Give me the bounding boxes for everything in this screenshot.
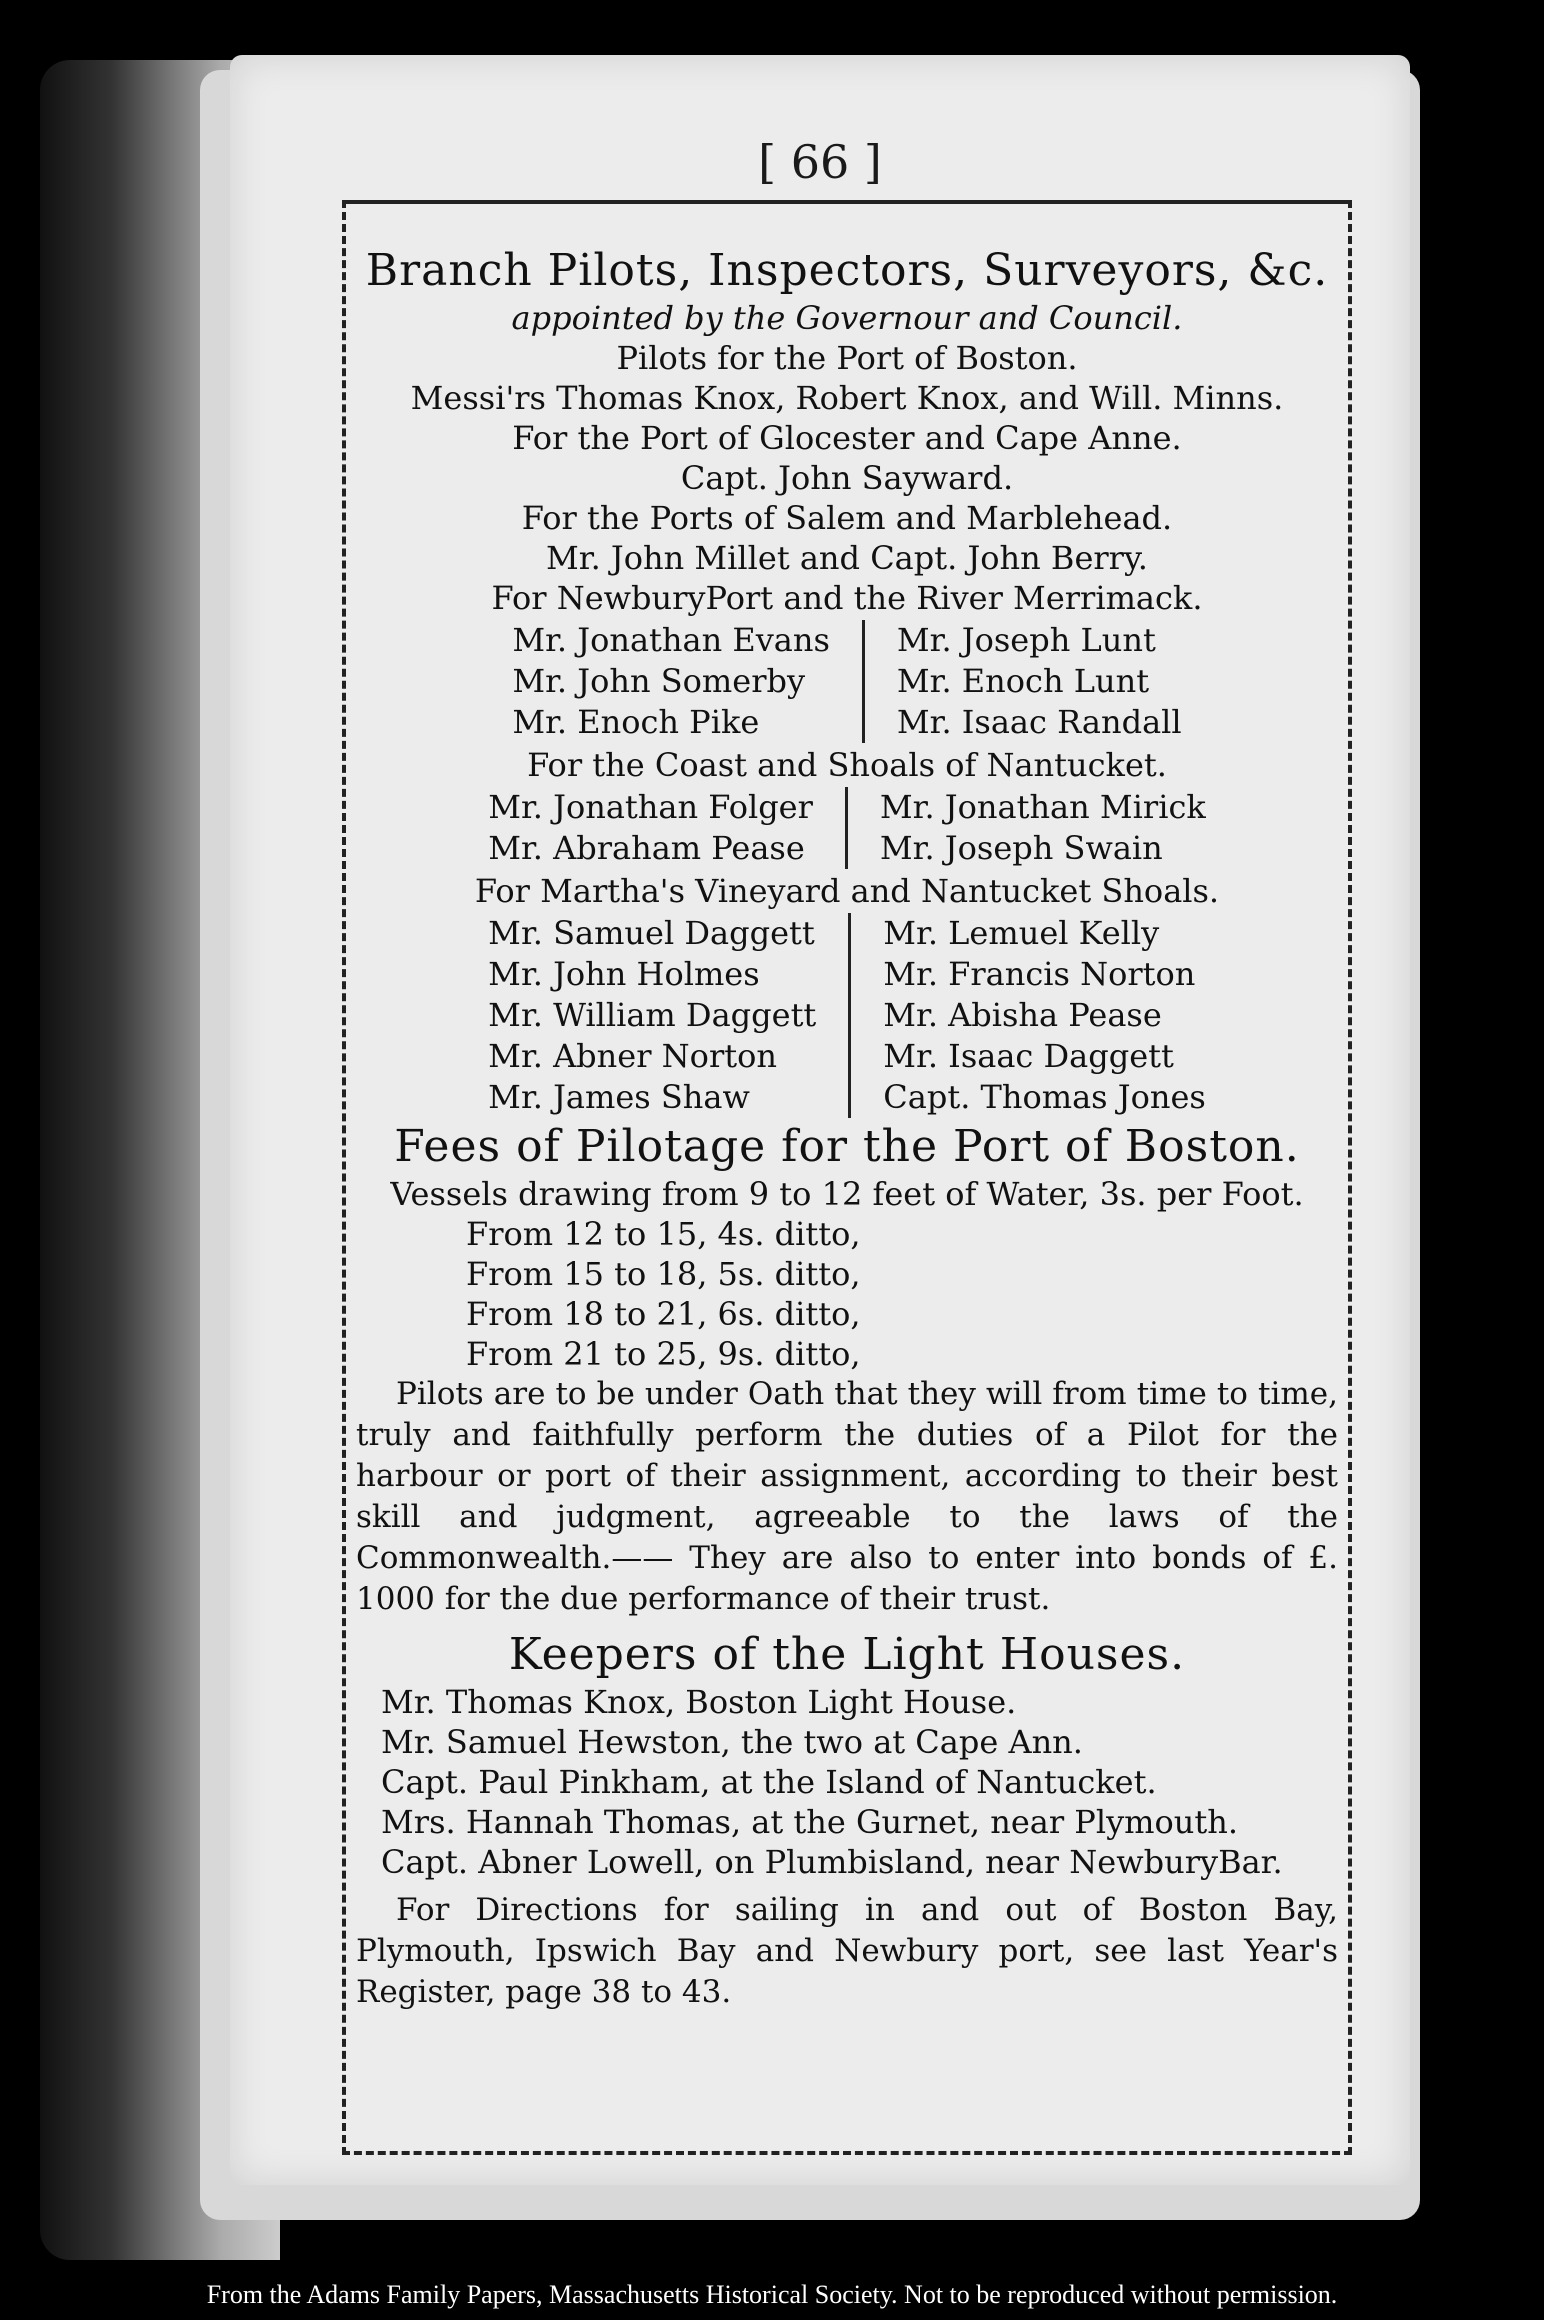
nantucket-header: For the Coast and Shoals of Nantucket. <box>527 746 1167 784</box>
pilot-name: Mr. Jonathan Evans <box>512 621 830 659</box>
salem-pilots: Mr. John Millet and Capt. John Berry. <box>546 539 1148 577</box>
glocester-pilot: Capt. John Sayward. <box>680 459 1014 497</box>
newbury-header: For NewburyPort and the River Merrimack. <box>491 579 1203 617</box>
page-number: [ 66 ] <box>758 135 882 189</box>
pilot-name: Mr. Isaac Randall <box>896 703 1182 741</box>
pilot-name: Mr. Joseph Swain <box>879 829 1163 867</box>
pilot-name: Mr. Isaac Daggett <box>883 1037 1174 1075</box>
boston-pilots: Messi'rs Thomas Knox, Robert Knox, and Will. Minns. <box>410 379 1284 417</box>
pilot-name: Mr. Francis Norton <box>883 955 1196 993</box>
newbury-pilots <box>346 620 1348 743</box>
nantucket-right-column <box>848 787 1238 869</box>
vineyard-header: For Martha's Vineyard and Nantucket Shoals. <box>474 872 1220 910</box>
page-content <box>346 244 1348 2013</box>
pilot-name: Mr. Samuel Daggett <box>488 914 815 952</box>
fees-title: Fees of Pilotage for the Port of Boston. <box>394 1121 1300 1172</box>
keeper-entry: Mr. Thomas Knox, Boston Light House. <box>381 1683 1017 1721</box>
top-rule <box>346 200 1348 204</box>
copyright-footer: From the Adams Family Papers, Massachusetts Historical Society. Not to be reproduced without permission. <box>206 2280 1338 2309</box>
page-subtitle: appointed by the Governour and Council. <box>511 299 1183 337</box>
pilot-name: Mr. John Somerby <box>512 662 806 700</box>
text-frame <box>342 200 1352 2155</box>
pilot-name: Mr. Enoch Lunt <box>896 662 1150 700</box>
vineyard-right-column <box>851 913 1238 1118</box>
keeper-entry: Mr. Samuel Hewston, the two at Cape Ann. <box>381 1723 1083 1761</box>
pilot-name: Capt. Thomas Jones <box>883 1078 1206 1116</box>
pilot-name: Mr. Joseph Lunt <box>896 621 1156 659</box>
pilot-name: Mr. Jonathan Mirick <box>879 788 1206 826</box>
boston-header: Pilots for the Port of Boston. <box>616 339 1078 377</box>
keepers-title: Keepers of the Light Houses. <box>508 1629 1186 1680</box>
vineyard-left-column <box>456 913 848 1118</box>
glocester-header: For the Port of Glocester and Cape Anne. <box>512 419 1182 457</box>
fees-line: From 21 to 25, 9s. ditto, <box>466 1335 861 1373</box>
pilot-name: Mr. Lemuel Kelly <box>883 914 1160 952</box>
pilot-name: Mr. Abner Norton <box>488 1037 777 1075</box>
newbury-right-column <box>865 620 1214 743</box>
pilot-name: Mr. William Daggett <box>488 996 817 1034</box>
nantucket-left-column <box>456 787 845 869</box>
nantucket-pilots <box>346 787 1348 869</box>
pilot-name: Mr. Jonathan Folger <box>488 788 813 826</box>
keeper-entry: Mrs. Hannah Thomas, at the Gurnet, near Plymouth. <box>381 1803 1238 1841</box>
vineyard-pilots <box>346 913 1348 1118</box>
keeper-entry: Capt. Paul Pinkham, at the Island of Nantucket. <box>381 1763 1157 1801</box>
directions-paragraph: For Directions for sailing in and out of Boston Bay, Plymouth, Ipswich Bay and Newbury port, see last Year's Register, page 38 to 43. <box>356 1892 1338 2010</box>
fees-line: From 18 to 21, 6s. ditto, <box>466 1295 861 1333</box>
pilot-name: Mr. Abisha Pease <box>883 996 1162 1034</box>
pilot-name: Mr. John Holmes <box>488 955 760 993</box>
fees-line: Vessels drawing from 9 to 12 feet of Water, 3s. per Foot. <box>390 1175 1304 1213</box>
newbury-left-column <box>480 620 862 743</box>
pilot-name: Mr. Abraham Pease <box>488 829 805 867</box>
pilot-name: Mr. Enoch Pike <box>512 703 760 741</box>
pilot-name: Mr. James Shaw <box>488 1078 750 1116</box>
page-title: Branch Pilots, Inspectors, Surveyors, &c. <box>365 245 1329 296</box>
oath-paragraph: Pilots are to be under Oath that they will from time to time, truly and faithfully perform the duties of a Pilot for the harbour or port of their assignment, according to their best skill and judgment, agreeable to the laws of the Commonwealth.—— They are also to enter into bonds of £. 1000 for the due performance of their trust. <box>356 1376 1338 1617</box>
keeper-entry: Capt. Abner Lowell, on Plumbisland, near NewburyBar. <box>381 1843 1283 1881</box>
salem-header: For the Ports of Salem and Marblehead. <box>521 499 1173 537</box>
fees-line: From 12 to 15, 4s. ditto, <box>466 1215 861 1253</box>
fees-line: From 15 to 18, 5s. ditto, <box>466 1255 861 1293</box>
book-page <box>230 55 1410 2185</box>
